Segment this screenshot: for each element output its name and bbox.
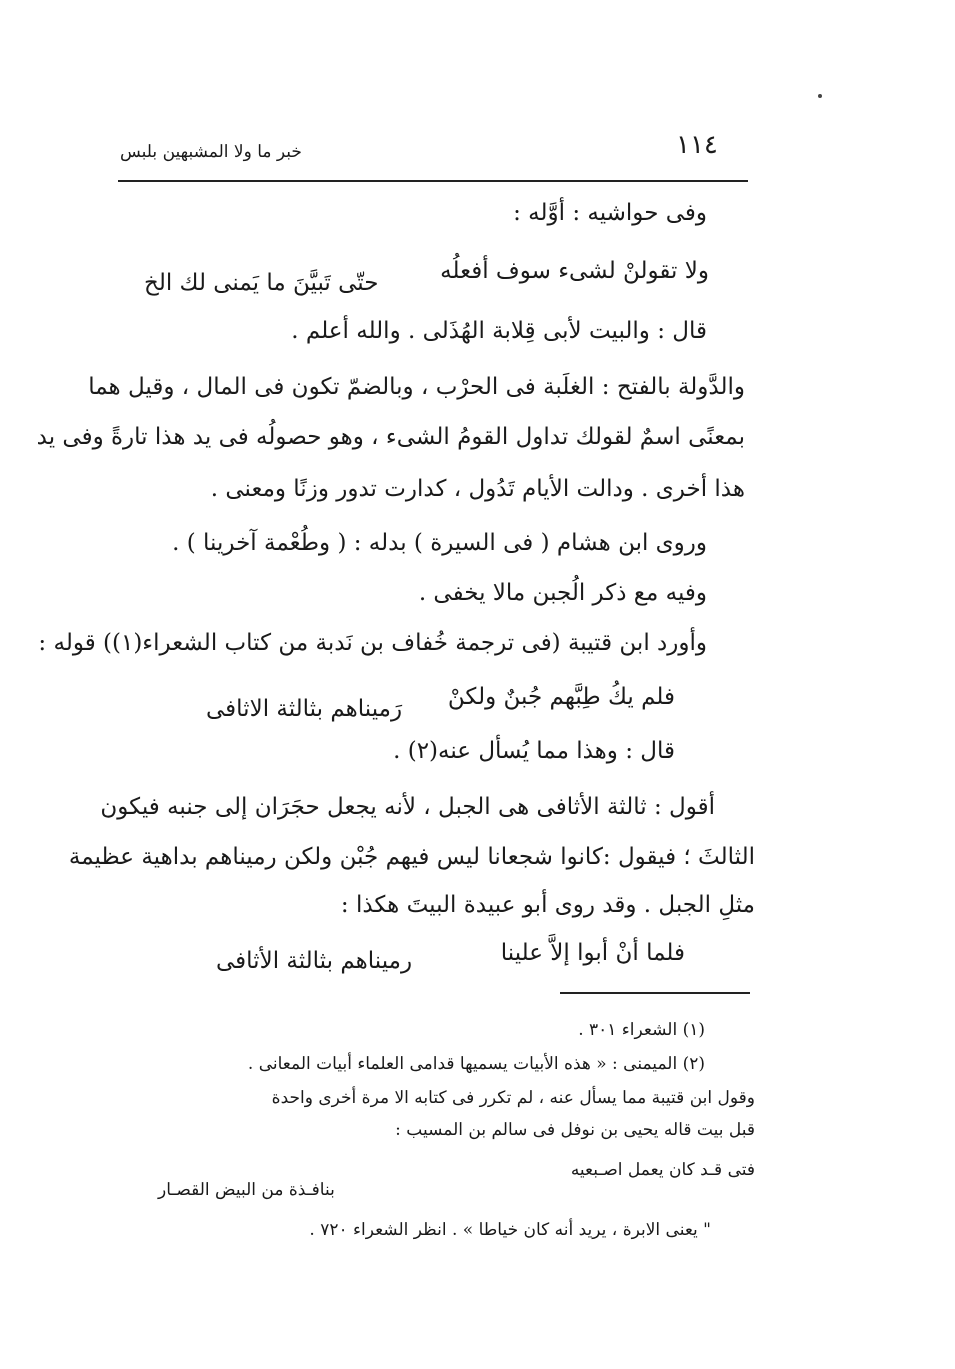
- body-line-5: بمعنًى اسمٌ لقولك تداول القومُ الشىء ، وهو حصولُه فى يد هذا تارةً وفى يد: [36, 424, 745, 450]
- body-line-13: الثالثَ ؛ فيقول :كانوا شجعانا ليس فيهم جُبْن ولكن رميناهم بداهية عظيمة: [68, 844, 755, 870]
- footnote-rule: [560, 992, 750, 994]
- body-line-14: مثلِ الجبل . وقد روى أبو عبيدة البيتَ هكذا :: [340, 892, 755, 918]
- verse-3-second-hemistich: رميناهم بثالثة الأثافى: [216, 948, 413, 974]
- verse-1-second-hemistich: حتّى تَبيَّنَ ما يَمنى لك الخ: [144, 270, 379, 296]
- scan-speck: [818, 94, 822, 98]
- body-line-11: قال : وهذا مما يُسأل عنه(٢) .: [393, 738, 675, 764]
- body-line-7: وروى ابن هشام ( فى السيرة ) بدله : ( وطُعْمة آخرينا ) .: [172, 530, 707, 556]
- body-line-8: وفيه مع ذكر الُجبن مالا يخفى .: [418, 580, 707, 606]
- verse-2-first-hemistich: فلم يكُ طِبَّهم جُبنٌ ولكنْ: [447, 684, 675, 710]
- verse-2-second-hemistich: رَميناهم بثالثة الاثافى: [206, 696, 403, 722]
- body-line-3: قال : والبيت لأبى قِلابة الهُذَلى . والله أعلم .: [291, 318, 707, 344]
- footnote-2-verse-second-hemistich: بنافـذة من البيض القصـار: [158, 1180, 335, 1200]
- footnote-2-verse-first-hemistich: فتى قـد كان يعمل اصـبعيه: [570, 1160, 755, 1180]
- body-line-6: هذا أخرى . ودالت الأيام تَدُول ، كدارت تدور وزنًا ومعنى .: [210, 476, 745, 502]
- footnote-2-line-2: وقول ابن قتيبة مما يسأل عنه ، لم تكرر فى كتابه الا مرة أخرى واحدة: [271, 1088, 755, 1108]
- footnote-1: (١) الشعراء ٣٠١ .: [578, 1020, 705, 1040]
- running-title: خبر ما ولا المشبهين بلبس: [120, 142, 302, 162]
- page-number: ١١٤: [676, 130, 718, 160]
- body-line-9: وأورد ابن قتيبة (فى ترجمة خُفاف بن نَدبة من كتاب الشعراء(١)) قوله :: [38, 630, 707, 656]
- verse-1-first-hemistich: ولا تقولنْ لشىء سوف أفعلُه: [440, 258, 709, 284]
- body-line-1: وفى حواشيه : أوَّله :: [513, 200, 707, 226]
- footnote-2-line-5: " يعنى الابرة ، يريد أنه كان خياطا » . انظر الشعراء ٧٢٠ .: [309, 1220, 711, 1240]
- body-line-4: والدَّولة بالفتح : الغلَبة فى الحرْب ، وبالضمّ تكون فى المال ، وقيل هما: [88, 374, 745, 400]
- header-rule: [118, 180, 748, 182]
- verse-3-first-hemistich: فلما أنْ أبوا إلاَّ علينا: [500, 940, 685, 966]
- body-line-12: أقول : ثالثة الأثافى هى الجبل ، لأنه يجعل حجَرَان إلى جنبه فيكون: [100, 794, 715, 820]
- footnote-2-line-1: (٢) الميمنى : « هذه الأبيات يسميها قدامى العلماء أبيات المعانى .: [247, 1054, 705, 1074]
- footnote-2-line-3: قبل بيت قاله يحيى بن نوفل فى سالم بن المسيب :: [395, 1120, 755, 1140]
